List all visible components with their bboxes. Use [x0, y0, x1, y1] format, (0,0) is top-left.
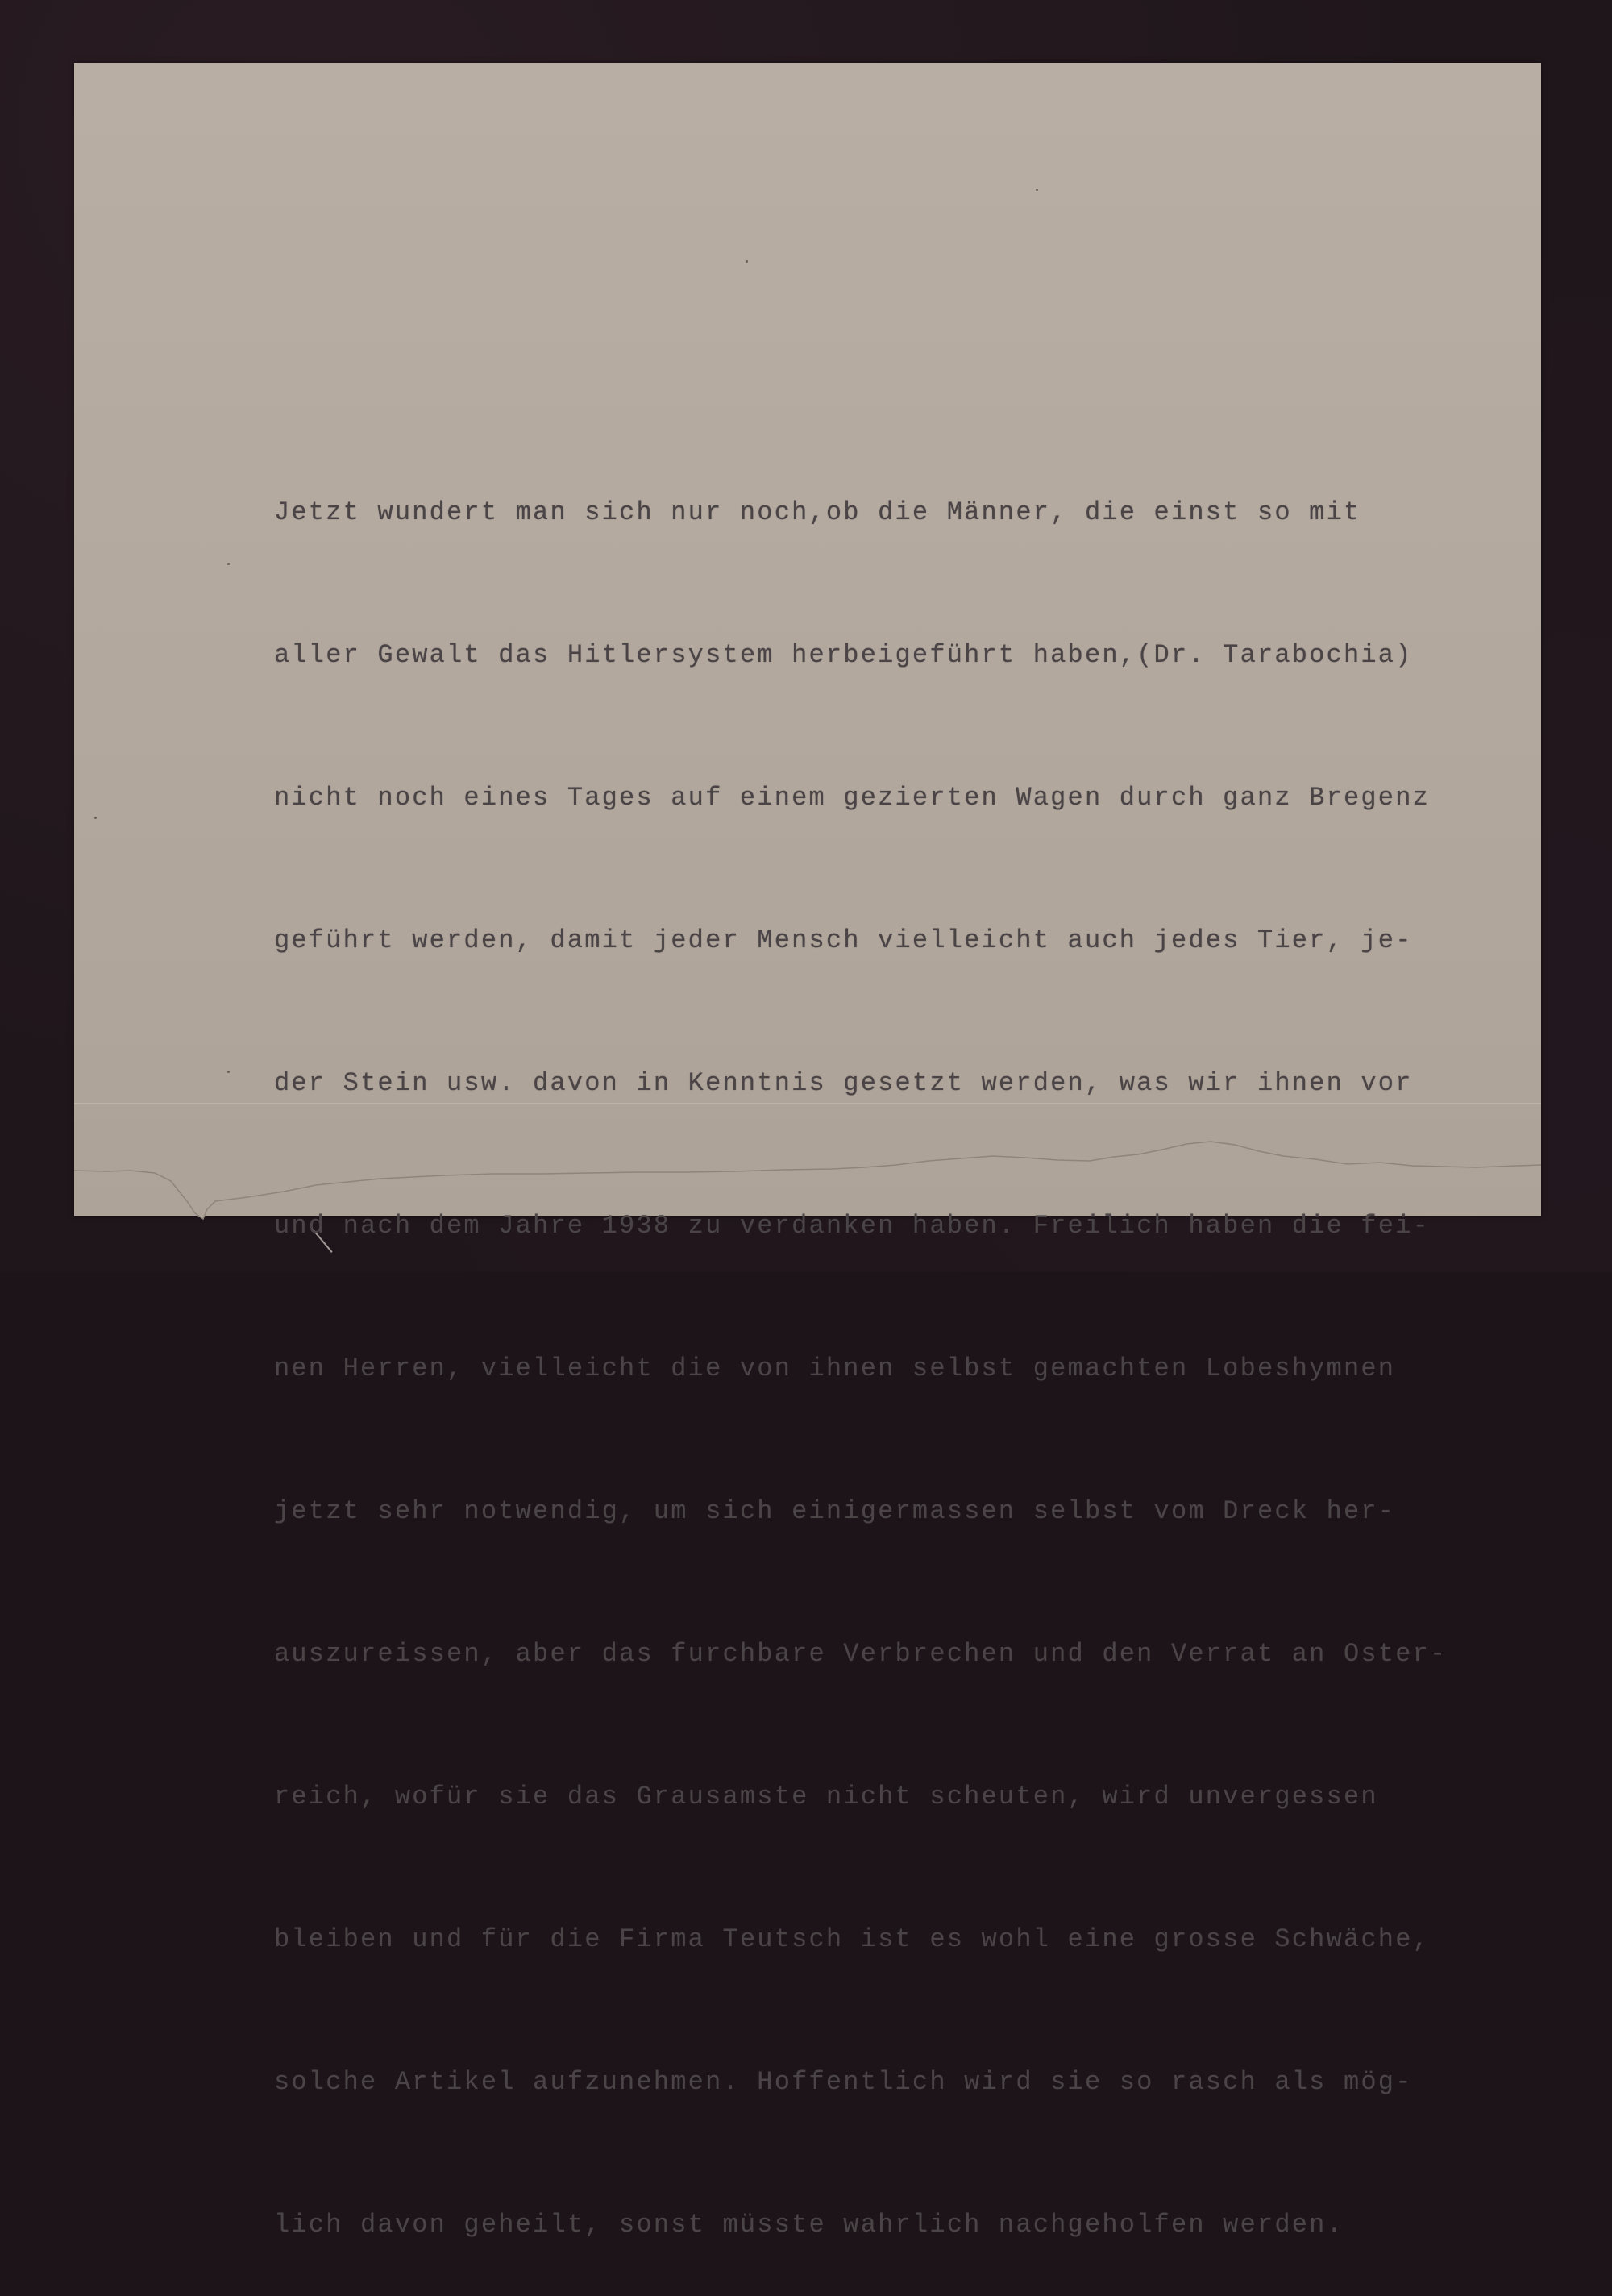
text-line: und nach dem Jahre 1938 zu verdanken haben. Freilich haben die fei-: [274, 1211, 1431, 1241]
paper-speck: [1036, 189, 1038, 191]
paper-speck: [227, 563, 230, 565]
text-line: lich davon geheilt, sonst müsste wahrlich nachgeholfen werden.: [274, 2210, 1344, 2240]
text-line: nen Herren, vielleicht die von ihnen selbst gemachten Lobeshymnen: [274, 1354, 1396, 1383]
text-line: Jetzt wundert man sich nur noch,ob die Männer, die einst so mit: [274, 497, 1361, 527]
text-line: nicht noch eines Tages auf einem gezierten Wagen durch ganz Bregenz: [274, 783, 1431, 813]
text-line: bleiben und für die Firma Teutsch ist es wohl eine grosse Schwäche,: [274, 1924, 1431, 1954]
text-line: auszureissen, aber das furchbare Verbrechen und den Verrat an Oster-: [274, 1639, 1448, 1669]
paper-speck: [227, 1071, 230, 1073]
text-line: aller Gewalt das Hitlersystem herbeigeführt haben,(Dr. Tarabochia): [274, 640, 1413, 670]
paper-speck: [746, 260, 748, 263]
typewritten-paragraph: [274, 393, 1483, 2296]
text-line: reich, wofür sie das Grausamste nicht scheuten, wird unvergessen: [274, 1782, 1378, 1811]
text-line: der Stein usw. davon in Kenntnis gesetzt werden, was wir ihnen vor: [274, 1068, 1413, 1098]
paper-speck: [94, 817, 97, 819]
text-line: geführt werden, damit jeder Mensch vielleicht auch jedes Tier, je-: [274, 925, 1413, 955]
text-line: jetzt sehr notwendig, um sich einigermassen selbst vom Dreck her-: [274, 1496, 1396, 1526]
text-line: solche Artikel aufzunehmen. Hoffentlich wird sie so rasch als mög-: [274, 2067, 1413, 2097]
